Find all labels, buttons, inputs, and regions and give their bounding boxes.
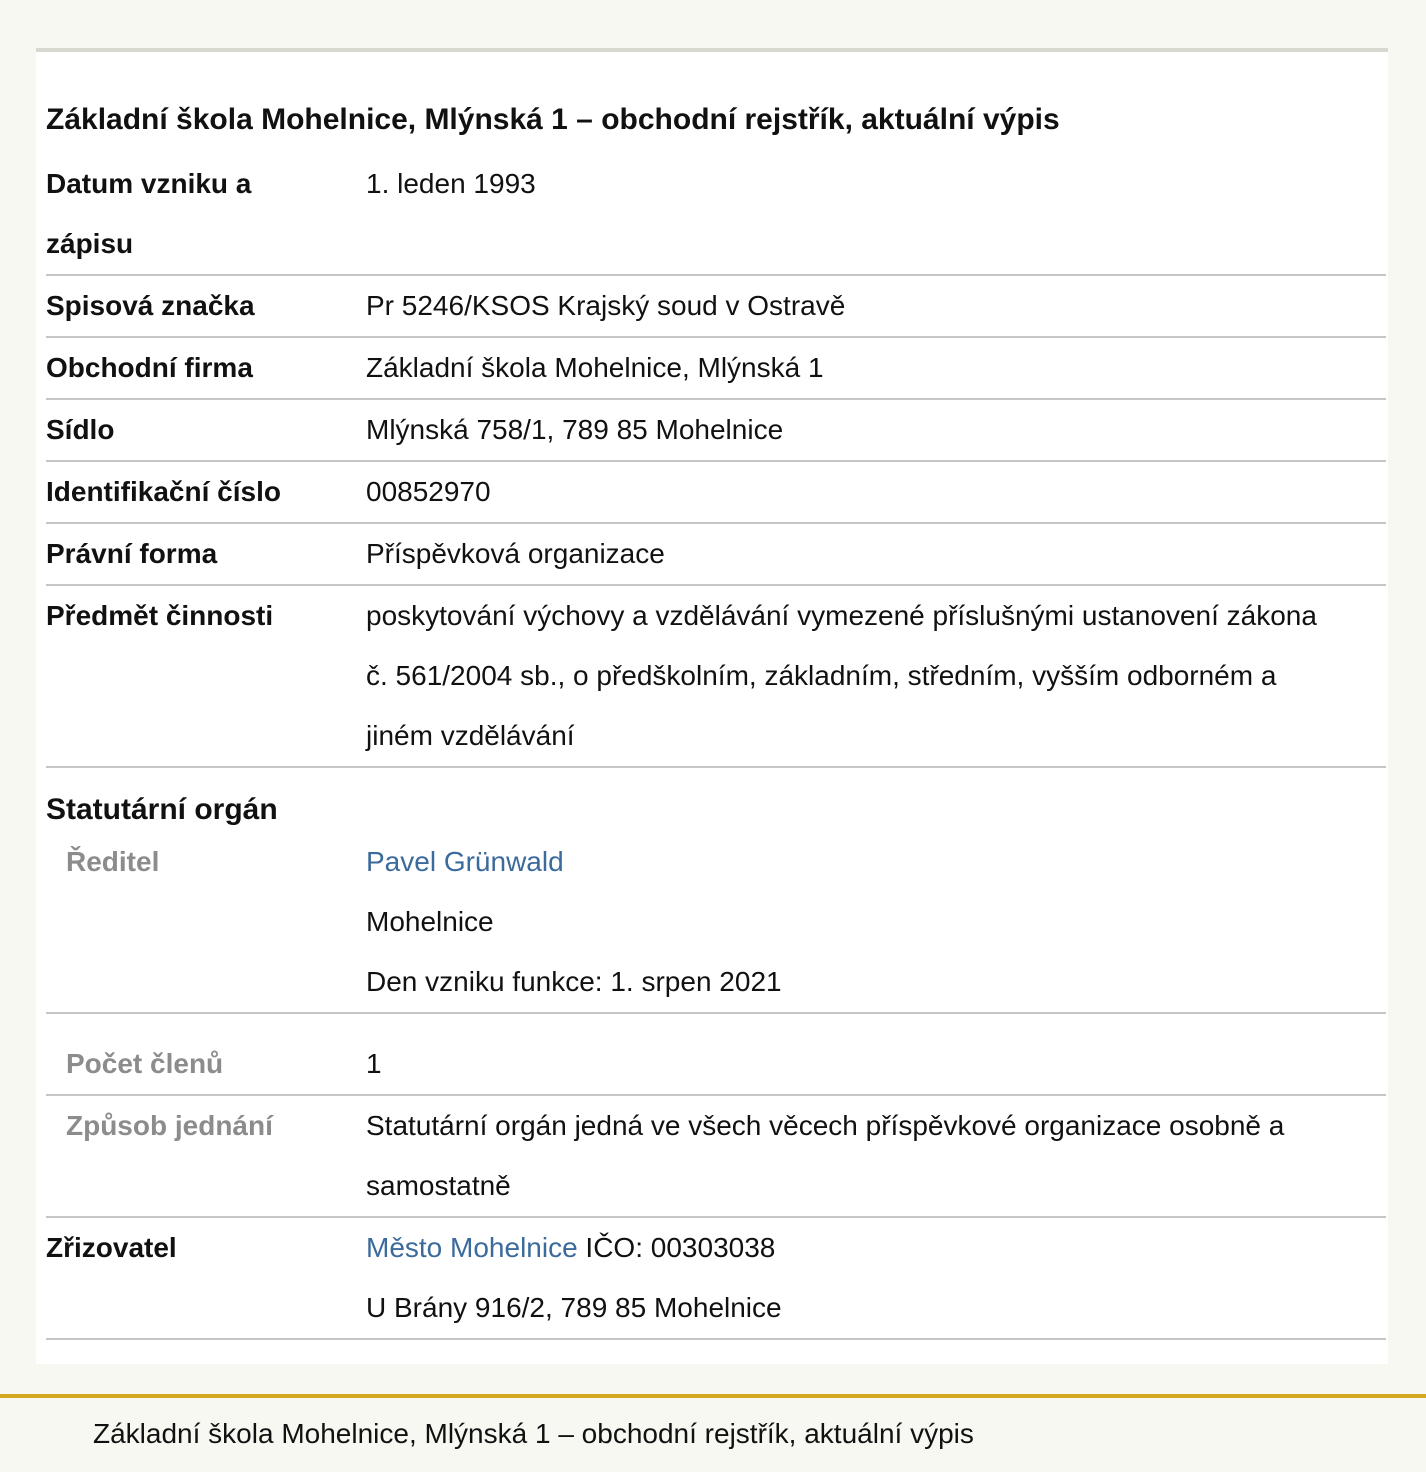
row-value: Mlýnská 758/1, 789 85 Mohelnice bbox=[366, 414, 784, 445]
person-link[interactable]: Pavel Grünwald bbox=[366, 846, 564, 877]
page-title: Základní škola Mohelnice, Mlýnská 1 – obchodní rejstřík, aktuální výpis bbox=[46, 103, 1060, 136]
value-line: Statutární orgán jedná ve všech věcech příspěvkové organizace osobně a bbox=[366, 1110, 1285, 1141]
zrizovatel-ico: IČO: 00303038 bbox=[577, 1232, 776, 1263]
row-sidlo bbox=[46, 400, 1386, 462]
value-line: U Brány 916/2, 789 85 Mohelnice bbox=[366, 1292, 782, 1323]
row-label: Ředitel bbox=[66, 846, 160, 877]
row-value bbox=[366, 832, 1386, 1012]
value-line: jiném vzdělávání bbox=[366, 720, 575, 751]
section-heading-statutarni-organ: Statutární orgán bbox=[46, 793, 278, 826]
row-value: Základní škola Mohelnice, Mlýnská 1 bbox=[366, 352, 824, 383]
row-label: Způsob jednání bbox=[66, 1110, 273, 1141]
footer bbox=[0, 1394, 1426, 1472]
value-line: č. 561/2004 sb., o předškolním, základním, středním, vyšším odborném a bbox=[366, 660, 1277, 691]
value-line: Mohelnice bbox=[366, 906, 494, 937]
row-spisova-znacka bbox=[46, 276, 1386, 338]
value-line: samostatně bbox=[366, 1170, 511, 1201]
row-pocet-clenu bbox=[46, 1014, 1386, 1096]
row-label: Obchodní firma bbox=[46, 352, 253, 383]
row-value: 00852970 bbox=[366, 476, 491, 507]
row-predmet-cinnosti bbox=[46, 586, 1386, 768]
row-datum-vzniku bbox=[46, 154, 1386, 276]
row-label: Právní forma bbox=[46, 538, 218, 569]
row-value bbox=[366, 586, 1386, 766]
row-reditel bbox=[46, 832, 1386, 1014]
row-value bbox=[366, 1218, 1386, 1338]
zrizovatel-name-line bbox=[366, 1218, 1386, 1278]
row-label: Zřizovatel bbox=[46, 1232, 177, 1263]
row-label: Předmět činnosti bbox=[46, 600, 274, 631]
registry-table bbox=[46, 154, 1386, 1340]
row-value: Pr 5246/KSOS Krajský soud v Ostravě bbox=[366, 290, 846, 321]
row-label bbox=[46, 154, 366, 274]
row-label: Spisová značka bbox=[46, 290, 255, 321]
row-zpusob-jednani bbox=[46, 1096, 1386, 1218]
value-line: Den vzniku funkce: 1. srpen 2021 bbox=[366, 966, 782, 997]
row-value: 1. leden 1993 bbox=[366, 168, 536, 199]
footer-title: Základní škola Mohelnice, Mlýnská 1 – obchodní rejstřík, aktuální výpis bbox=[93, 1418, 974, 1449]
value-line: poskytování výchovy a vzdělávání vymezené příslušnými ustanovení zákona bbox=[366, 600, 1317, 631]
row-pravni-forma bbox=[46, 524, 1386, 586]
row-value bbox=[366, 1096, 1386, 1216]
row-label: Počet členů bbox=[66, 1048, 224, 1079]
label-line: zápisu bbox=[46, 228, 134, 259]
row-identifikacni-cislo bbox=[46, 462, 1386, 524]
reditel-name-line bbox=[366, 832, 1386, 892]
label-line: Datum vzniku a bbox=[46, 168, 252, 199]
row-label: Identifikační číslo bbox=[46, 476, 281, 507]
row-label: Sídlo bbox=[46, 414, 115, 445]
zrizovatel-link[interactable]: Město Mohelnice bbox=[366, 1232, 578, 1263]
registry-card bbox=[36, 48, 1388, 1364]
row-value: Příspěvková organizace bbox=[366, 538, 665, 569]
row-obchodni-firma bbox=[46, 338, 1386, 400]
row-zrizovatel bbox=[46, 1218, 1386, 1340]
row-value: 1 bbox=[366, 1048, 382, 1079]
